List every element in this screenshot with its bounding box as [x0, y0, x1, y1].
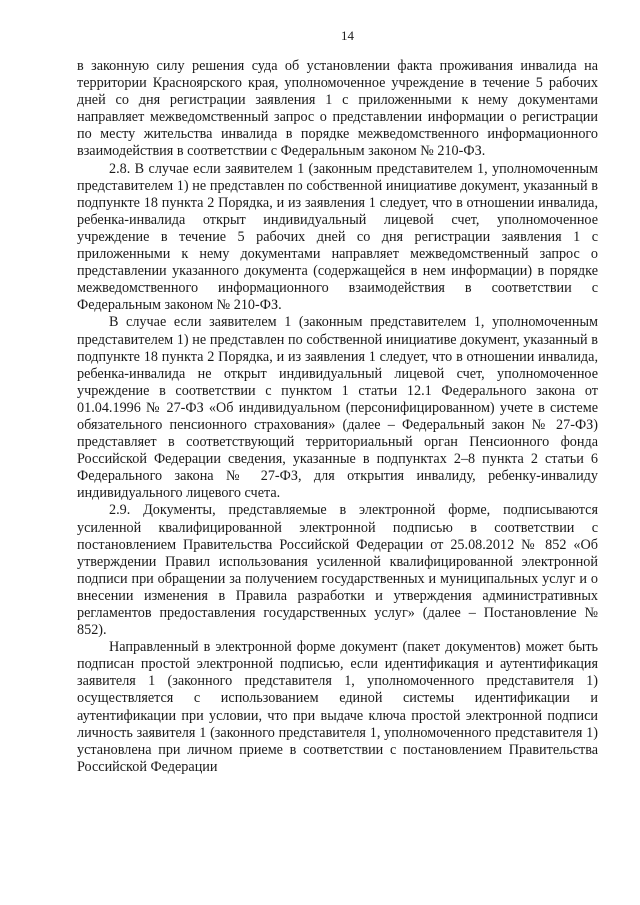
paragraph-simple-signature: Направленный в электронной форме документ (пакет документов) может быть подписан простой электронной подписью, если идентификация и аутентификация заявителя 1 (законного представителя 1, уполномоченного представителя 1) осуществляется с использованием единой системы идентификации и аутентификации при условии, что при выдаче ключа простой электронной подписи личность заявителя 1 (законного представителя 1, уполномоченного представителя 1) установлена при личном приеме в соответствии с постановлением Правительства Российской Федерации: [77, 639, 598, 775]
paragraph-clause-2-8: 2.8. В случае если заявителем 1 (законным представителем 1, уполномоченным представителем 1) не представлен по собственной инициативе документ, указанный в подпункте 18 пункта 2 Порядка, и из заявления 1 следует, что в отношении инвалида, ребенка-инвалида открыт индивидуальный лицевой счет, уполномоченное учреждение в течение 5 рабочих дней со дня регистрации заявления 1 с приложенными к нему документами направляет межведомственный запрос о представлении указанного документа (содержащейся в нем информации) в порядке межведомственного информационного взаимодействия в соответствии с Федеральным законом № 210-ФЗ.: [77, 160, 598, 314]
page-number: 14: [341, 28, 354, 43]
document-body: [77, 58, 598, 776]
paragraph-regulation-continuation: в законную силу решения суда об установлении факта проживания инвалида на территории Красноярского края, уполномоченное учреждение в течение 5 рабочих дней со дня регистрации заявления 1 с приложенными к нему документами направляет межведомственный запрос о представлении информации о регистрации по месту жительства инвалида в порядке межведомственного информационного взаимодействия в соответствии с Федеральным законом № 210-ФЗ.: [77, 58, 598, 160]
paragraph-clause-2-9: 2.9. Документы, представляемые в электронной форме, подписываются усиленной квалифицированной электронной подписью в соответствии с постановлением Правительства Российской Федерации от 25.08.2012 № 852 «Об утверждении Правил использования усиленной квалифицированной электронной подписи при обращении за получением государственных и муниципальных услуг и о внесении изменения в Правила разработки и утверждения административных регламентов предоставления государственных услуг» (далее – Постановление № 852).: [77, 502, 598, 639]
paragraph-clause-2-8-account-not-opened: В случае если заявителем 1 (законным представителем 1, уполномоченным представителем 1) не представлен по собственной инициативе документ, указанный в подпункте 18 пункта 2 Порядка, и из заявления 1 следует, что в отношении инвалида, ребенка-инвалида не открыт индивидуальный лицевой счет, уполномоченное учреждение в соответствии с пунктом 1 статьи 12.1 Федерального закона от 01.04.1996 № 27-ФЗ «Об индивидуальном (персонифицированном) учете в системе обязательного пенсионного страхования» (далее – Федеральный закон № 27-ФЗ) представляет в соответствующий территориальный орган Пенсионного фонда Российской Федерации сведения, указанные в подпунктах 2–8 пункта 2 статьи 6 Федерального закона № 27-ФЗ, для открытия инвалиду, ребенку-инвалиду индивидуального лицевого счета.: [77, 314, 598, 502]
